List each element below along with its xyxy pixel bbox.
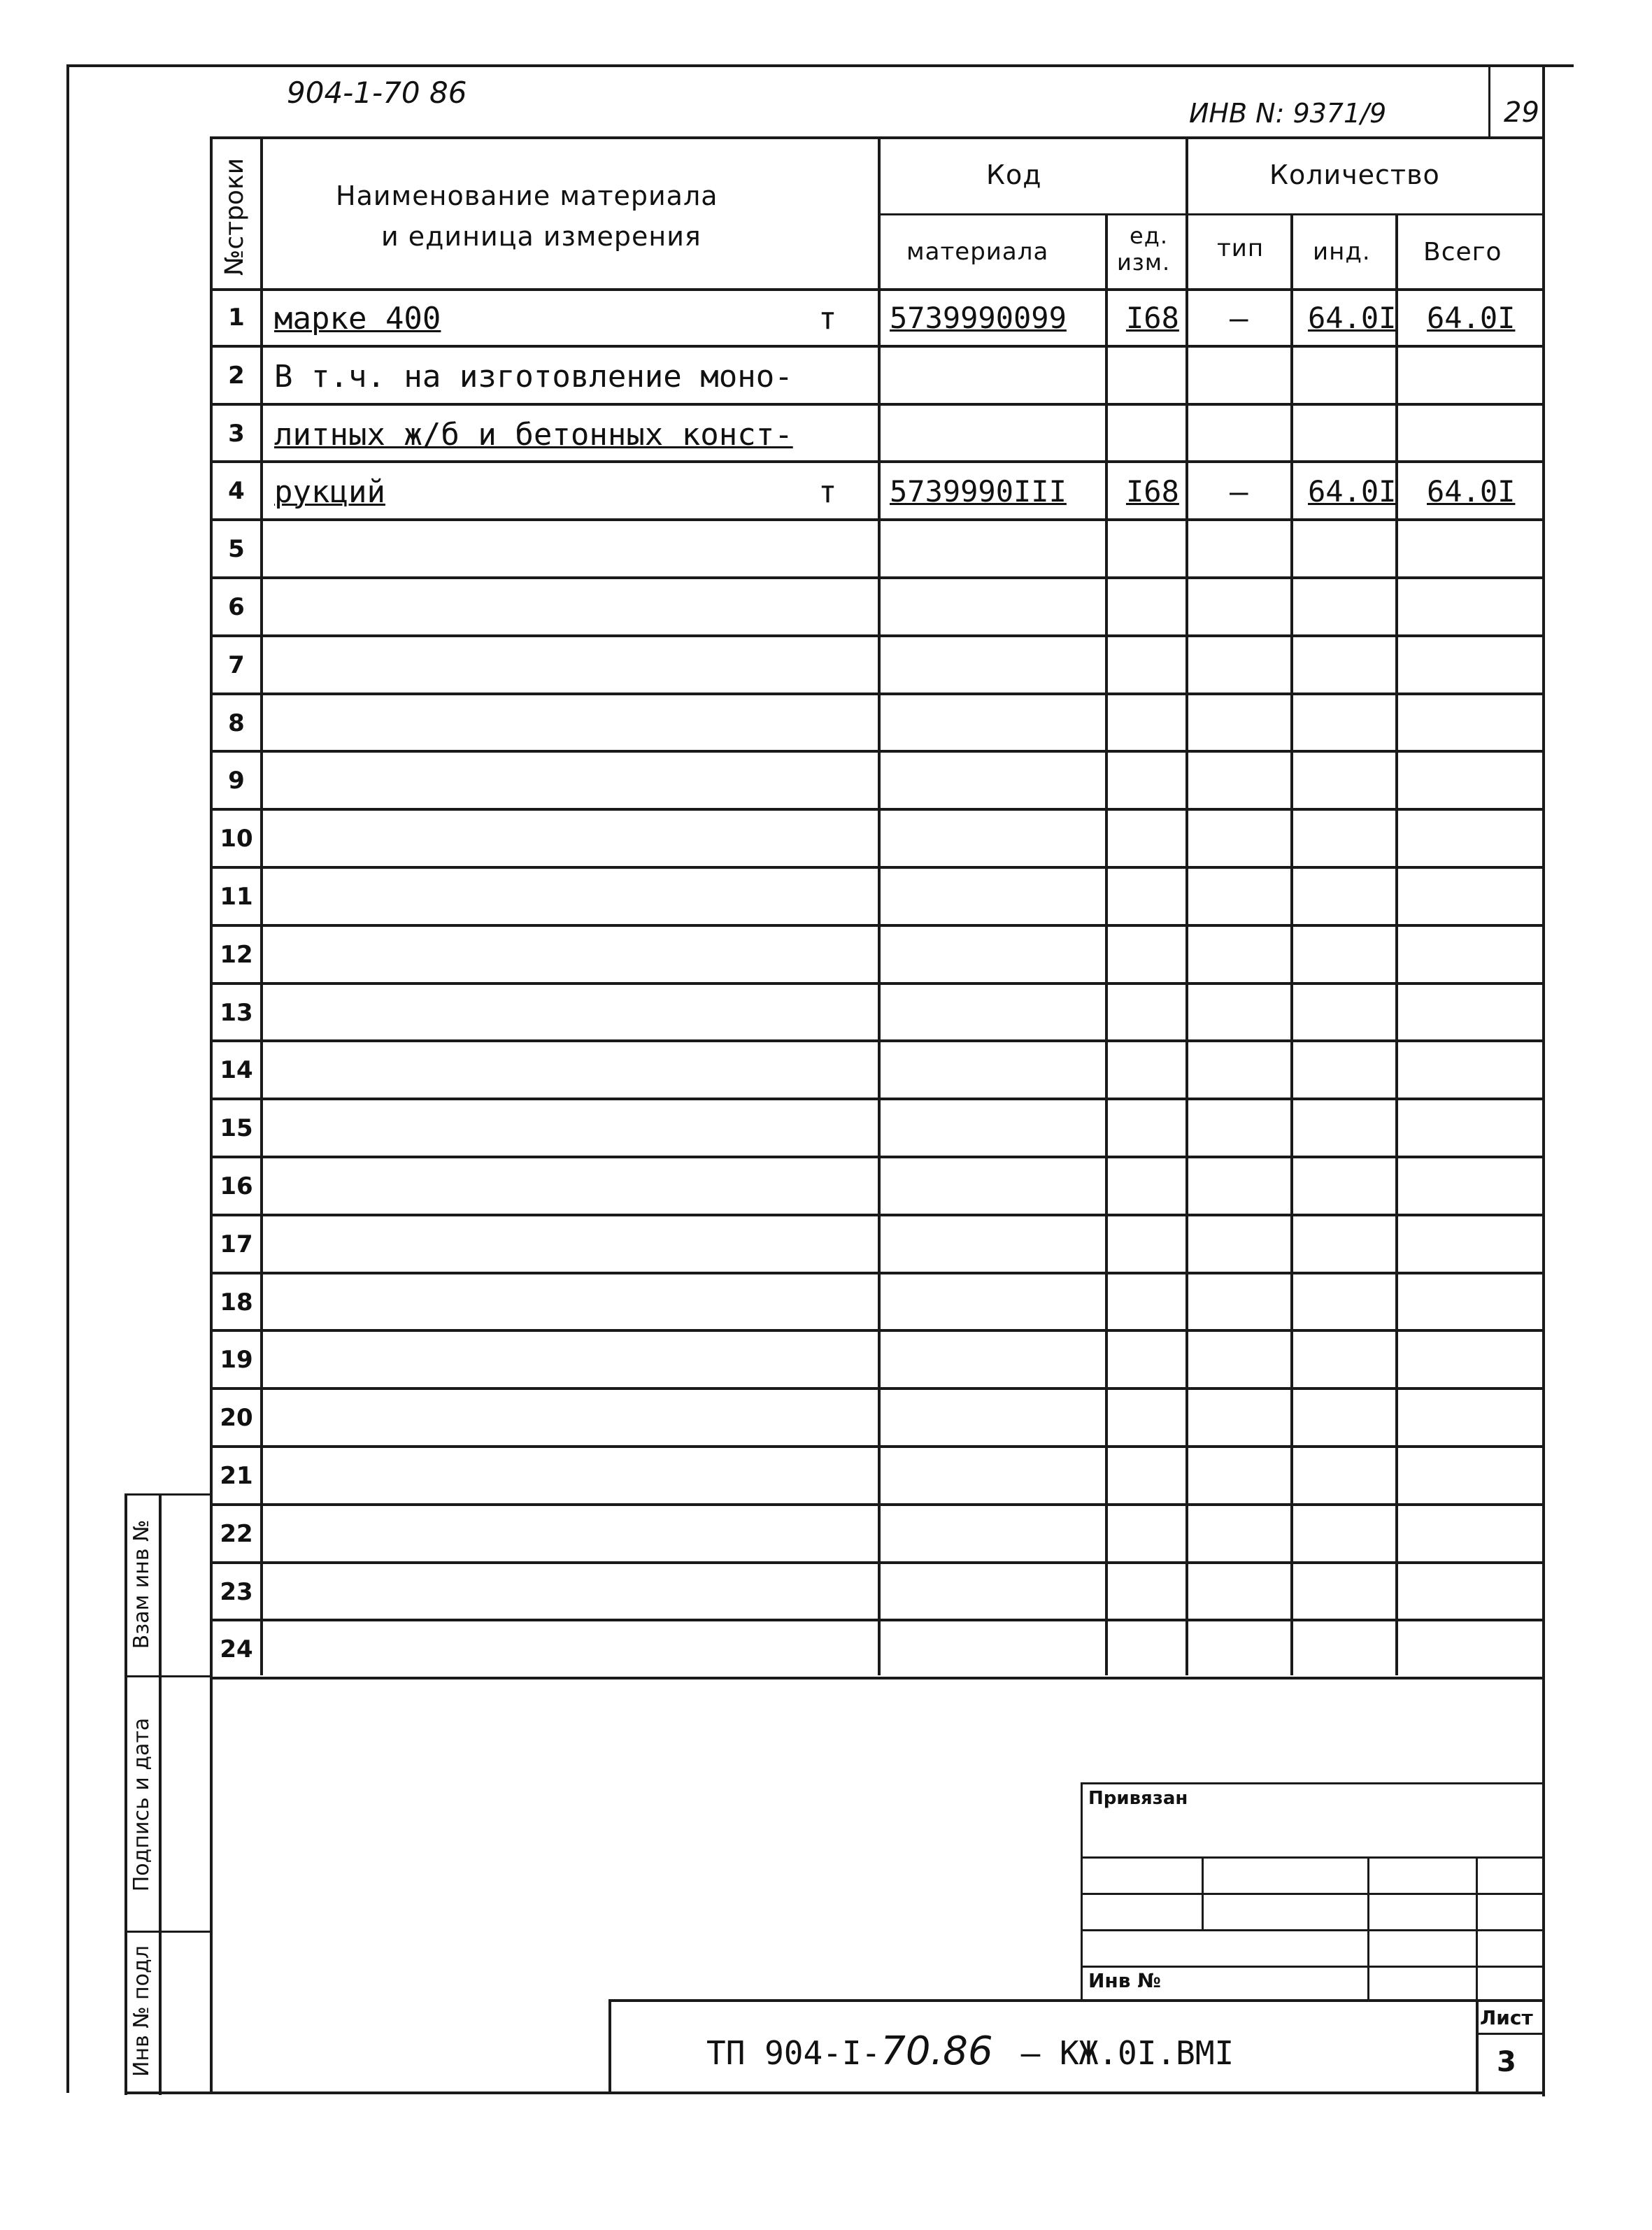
- table-row-line: [210, 750, 1544, 753]
- doc-code-handwritten: 904-1-70 86: [287, 76, 467, 110]
- table-row-line: [210, 1619, 1544, 1621]
- qty-ind: 64.0I: [1308, 301, 1397, 335]
- row-number: 8: [228, 709, 245, 737]
- title-code-prefix: ТП 904-I-: [706, 2034, 881, 2072]
- material-name: В т.ч. на изготовление моно-: [274, 359, 793, 395]
- title-sheet-label: Лист: [1480, 2006, 1533, 2029]
- row-number: 1: [228, 304, 245, 332]
- table-row-line: [210, 634, 1544, 637]
- material-name: рукций: [274, 474, 385, 510]
- row-number: 17: [220, 1230, 253, 1258]
- table-row-line: [210, 1387, 1544, 1390]
- table-row-line: [210, 1098, 1544, 1100]
- table-row-line: [210, 1039, 1544, 1042]
- title-sheet-divider: [1476, 1999, 1479, 2094]
- col-name-header-line2: и единица измерения: [381, 221, 702, 252]
- title-left: [608, 1999, 611, 2094]
- row-number: 11: [220, 883, 253, 911]
- col-qty-total: Всего: [1423, 238, 1502, 267]
- frame-top: [66, 64, 1574, 67]
- col-line-unit: [1185, 136, 1188, 1675]
- table-row-line: [210, 982, 1544, 985]
- col-qty-header: Количество: [1269, 159, 1440, 190]
- stamp-line-outer: [124, 1493, 127, 2095]
- row-number: 18: [220, 1288, 253, 1316]
- table-row-line: [210, 460, 1544, 463]
- sheet-box-left: [1488, 64, 1490, 138]
- table-row-line: [210, 403, 1544, 406]
- row-number: 7: [228, 651, 245, 679]
- row-number: 2: [228, 362, 245, 390]
- col-qty-type: тип: [1217, 234, 1265, 262]
- col-rownum-header: №строки: [220, 157, 249, 276]
- col-line-name: [878, 136, 881, 1675]
- col-name-header-line1: Наименование материала: [336, 180, 718, 211]
- row-number: 20: [220, 1404, 253, 1432]
- row-number: 24: [220, 1635, 253, 1663]
- frame-bottom: [124, 2091, 1544, 2094]
- frame-right: [1542, 64, 1545, 2096]
- title-top: [608, 1999, 1544, 2002]
- binding-row-4: [1081, 1966, 1544, 1968]
- qty-ind: 64.0I: [1308, 474, 1397, 509]
- stamp-line-inner: [159, 1493, 162, 2095]
- row-number: 12: [220, 941, 253, 969]
- title-code: [706, 2029, 1234, 2074]
- table-row-line: [210, 1272, 1544, 1274]
- col-line-code: [1105, 213, 1108, 1675]
- table-row-line: [210, 345, 1544, 348]
- col-code-unit-line1: ед.: [1130, 222, 1168, 249]
- binding-col-1: [1202, 1856, 1204, 1929]
- stamp-podpis-label: Подпись и дата: [129, 1717, 154, 1892]
- row-number: 3: [228, 420, 245, 448]
- binding-row-1: [1081, 1856, 1544, 1859]
- inv-number: ИНВ N: 9371/9: [1189, 98, 1387, 129]
- title-code-suffix: – КЖ.0I.ВМI: [1020, 2034, 1234, 2072]
- header-bottom: [210, 288, 1544, 291]
- table-row-line: [210, 866, 1544, 869]
- table-row-line: [210, 1329, 1544, 1332]
- row-number: 21: [220, 1462, 253, 1490]
- unit-letter: т: [818, 301, 837, 336]
- qty-type: –: [1230, 301, 1248, 336]
- binding-col-2: [1367, 1856, 1369, 2001]
- row-number: 23: [220, 1578, 253, 1606]
- row-number: 16: [220, 1172, 253, 1200]
- binding-inv-no-label: Инв №: [1088, 1969, 1161, 1992]
- col-code-material: материала: [906, 238, 1049, 266]
- table-row-line: [210, 1156, 1544, 1158]
- qty-total: 64.0I: [1427, 301, 1516, 335]
- table-row-line: [210, 1503, 1544, 1506]
- row-number: 13: [220, 999, 253, 1027]
- qty-total: 64.0I: [1427, 474, 1516, 509]
- sheet-number: 29: [1504, 97, 1539, 129]
- col-code-header: Код: [986, 159, 1042, 190]
- col-line-type: [1290, 213, 1293, 1675]
- header-split: [878, 213, 1544, 215]
- binding-privyazan-label: Привязан: [1088, 1788, 1188, 1809]
- row-number: 10: [220, 825, 253, 853]
- table-row-line: [210, 1445, 1544, 1448]
- stamp-split-1: [124, 1675, 211, 1677]
- table-row-line: [210, 1214, 1544, 1216]
- stamp-inv-podl-label: Инв № подл: [129, 1945, 154, 2077]
- row-number: 22: [220, 1520, 253, 1548]
- binding-row-3: [1081, 1929, 1544, 1931]
- table-row-line: [210, 808, 1544, 811]
- qty-type: –: [1230, 474, 1248, 510]
- table-row-line: [210, 1561, 1544, 1564]
- col-qty-ind: инд.: [1313, 238, 1371, 266]
- col-line-ind: [1395, 213, 1398, 1675]
- material-code: 5739990099: [890, 301, 1067, 335]
- table-row-line: [210, 1677, 1544, 1679]
- table-row-line: [210, 924, 1544, 927]
- stamp-vzam-label: Взам инв №: [129, 1519, 154, 1649]
- binding-col-3: [1476, 1856, 1478, 2001]
- unit-letter: т: [818, 474, 837, 510]
- table-top: [210, 136, 1544, 139]
- material-name: литных ж/б и бетонных конст-: [274, 417, 793, 453]
- unit-code: I68: [1126, 301, 1179, 335]
- col-code-unit-line2: изм.: [1117, 249, 1171, 276]
- unit-code: I68: [1126, 474, 1179, 509]
- row-number: 5: [228, 535, 245, 563]
- material-name: марке 400: [274, 301, 441, 336]
- title-sheet-value: 3: [1497, 2046, 1516, 2078]
- row-number: 19: [220, 1346, 253, 1374]
- table-row-line: [210, 693, 1544, 695]
- title-sheet-split: [1476, 2033, 1544, 2035]
- material-code: 5739990III: [890, 474, 1067, 509]
- row-number: 9: [228, 767, 245, 795]
- table-row-line: [210, 576, 1544, 579]
- row-number: 14: [220, 1056, 253, 1084]
- row-number: 15: [220, 1114, 253, 1142]
- row-number: 6: [228, 593, 245, 621]
- table-row-line: [210, 518, 1544, 521]
- binding-row-2: [1081, 1893, 1544, 1895]
- frame-left: [66, 64, 69, 2093]
- binding-top: [1081, 1782, 1544, 1784]
- title-code-hand: 70.86: [881, 2029, 993, 2074]
- row-number: 4: [228, 477, 245, 505]
